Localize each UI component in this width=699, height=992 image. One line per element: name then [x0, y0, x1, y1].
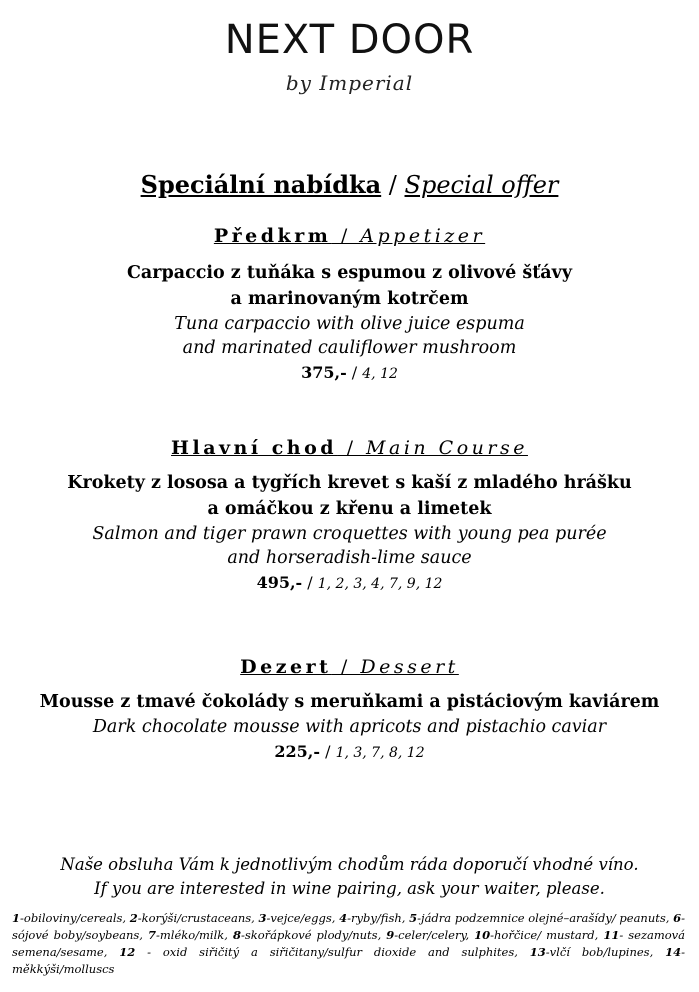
- dish-name-en: Salmon and tiger prawn croquettes with young pea purée: [92, 524, 607, 544]
- heading-en: Main Course: [366, 437, 528, 459]
- allergen-codes: 1, 2, 3, 4, 7, 9, 12: [317, 576, 443, 592]
- allergen-item: [119, 945, 518, 959]
- allergen-text: -jádra podzemnice olejné–arašídy/ peanuts,: [417, 911, 670, 925]
- allergen-text: -vlčí bob/lupines,: [545, 945, 654, 959]
- price: 225,-: [274, 742, 320, 761]
- allergen-number: 7: [147, 928, 156, 942]
- logo: [0, 18, 699, 96]
- heading-en: Dessert: [360, 656, 459, 678]
- page-title: [0, 170, 699, 200]
- allergen-number: 13: [529, 945, 546, 959]
- allergen-number: 9: [386, 928, 395, 942]
- allergen-text: -sójové boby/soybeans,: [12, 911, 686, 942]
- wine-note-en: If you are interested in wine pairing, ask your waiter, please.: [94, 879, 605, 898]
- allergen-number: 14: [665, 945, 682, 959]
- price: 375,-: [301, 363, 347, 382]
- wine-note-cz: Naše obsluha Vám k jednotlivým chodům ráda doporučí vhodné víno.: [60, 855, 639, 874]
- allergen-number: 10: [474, 928, 491, 942]
- allergen-codes: 4, 12: [362, 366, 398, 382]
- price-line: 225,- / 1, 3, 7, 8, 12: [274, 742, 425, 761]
- allergen-item: [530, 945, 653, 959]
- allergen-codes: 1, 3, 7, 8, 12: [335, 745, 425, 761]
- allergen-number: 3: [258, 911, 267, 925]
- allergen-number: 12: [119, 945, 136, 959]
- allergen-text: - sezamová semena/sesame,: [12, 928, 686, 959]
- allergen-number: 4: [339, 911, 348, 925]
- heading-cz: Dezert: [240, 656, 332, 678]
- title-separator: /: [381, 171, 405, 199]
- logo-sub-text: by Imperial: [285, 71, 414, 95]
- price-line: 375,- / 4, 12: [301, 363, 398, 382]
- allergen-text: -obiloviny/cereals,: [20, 911, 127, 925]
- allergen-item: [339, 911, 405, 925]
- allergen-text: -skořápkové plody/nuts,: [240, 928, 382, 942]
- allergen-number: 6: [673, 911, 682, 925]
- allergen-text: -mléko/milk,: [155, 928, 228, 942]
- allergen-text: -hořčice/ mustard,: [490, 928, 599, 942]
- section-appetizer: [0, 224, 699, 387]
- allergen-number: 1: [12, 911, 21, 925]
- section-heading: Dezert / Dessert: [240, 656, 459, 678]
- section-heading: Hlavní chod / Main Course: [171, 437, 528, 459]
- logo-main-text: NEXT DOOR: [224, 17, 475, 63]
- dish-name-cz: a marinovaným kotrčem: [230, 289, 469, 309]
- section-dessert: [0, 655, 699, 766]
- allergen-number: 2: [129, 911, 138, 925]
- allergen-text: -korýši/crustaceans,: [137, 911, 255, 925]
- title-en: Special offer: [404, 171, 559, 199]
- dish-name-en: and horseradish-lime sauce: [227, 548, 472, 568]
- dish-name-en: Tuna carpaccio with olive juice espuma: [174, 314, 525, 334]
- allergen-item: [148, 928, 228, 942]
- allergen-item: [474, 928, 598, 942]
- dish-name-cz: a omáčkou z křenu a limetek: [207, 499, 492, 519]
- allergen-text: -celer/celery,: [394, 928, 470, 942]
- allergen-item: [233, 928, 381, 942]
- allergen-item: [409, 911, 669, 925]
- allergen-legend: [12, 910, 685, 978]
- price-line: 495,- / 1, 2, 3, 4, 7, 9, 12: [256, 573, 443, 592]
- allergen-item: [12, 911, 126, 925]
- title-cz: Speciální nabídka: [140, 170, 382, 199]
- section-main-course: [0, 436, 699, 597]
- heading-en: Appetizer: [360, 225, 486, 247]
- dish-name-cz: Krokety z lososa a tygřích krevet s kaší z mladého hrášku: [67, 473, 632, 493]
- allergen-text: -měkkýši/molluscs: [12, 945, 685, 976]
- heading-cz: Předkrm: [213, 225, 332, 247]
- dish-name-cz: Mousse z tmavé čokolády s meruňkami a pistáciovým kaviárem: [39, 692, 660, 712]
- wine-note: [0, 853, 699, 901]
- allergen-text: -ryby/fish,: [347, 911, 406, 925]
- allergen-item: [130, 911, 255, 925]
- allergen-item: [386, 928, 469, 942]
- price: 495,-: [256, 573, 303, 592]
- allergen-number: 8: [232, 928, 241, 942]
- section-heading: Předkrm / Appetizer: [213, 225, 486, 247]
- allergen-number: 5: [409, 911, 418, 925]
- dish-name-en: and marinated cauliflower mushroom: [182, 338, 517, 358]
- allergen-item: [258, 911, 335, 925]
- dish-name-en: Dark chocolate mousse with apricots and pistachio caviar: [92, 717, 607, 737]
- allergen-text: -vejce/eggs,: [266, 911, 336, 925]
- allergen-text: - oxid siřičitý a siřičitany/sulfur dioxide and sulphites,: [135, 945, 518, 959]
- heading-cz: Hlavní chod: [171, 437, 338, 459]
- allergen-number: 11: [603, 928, 620, 942]
- dish-name-cz: Carpaccio z tuňáka s espumou z olivové šťávy: [127, 263, 572, 283]
